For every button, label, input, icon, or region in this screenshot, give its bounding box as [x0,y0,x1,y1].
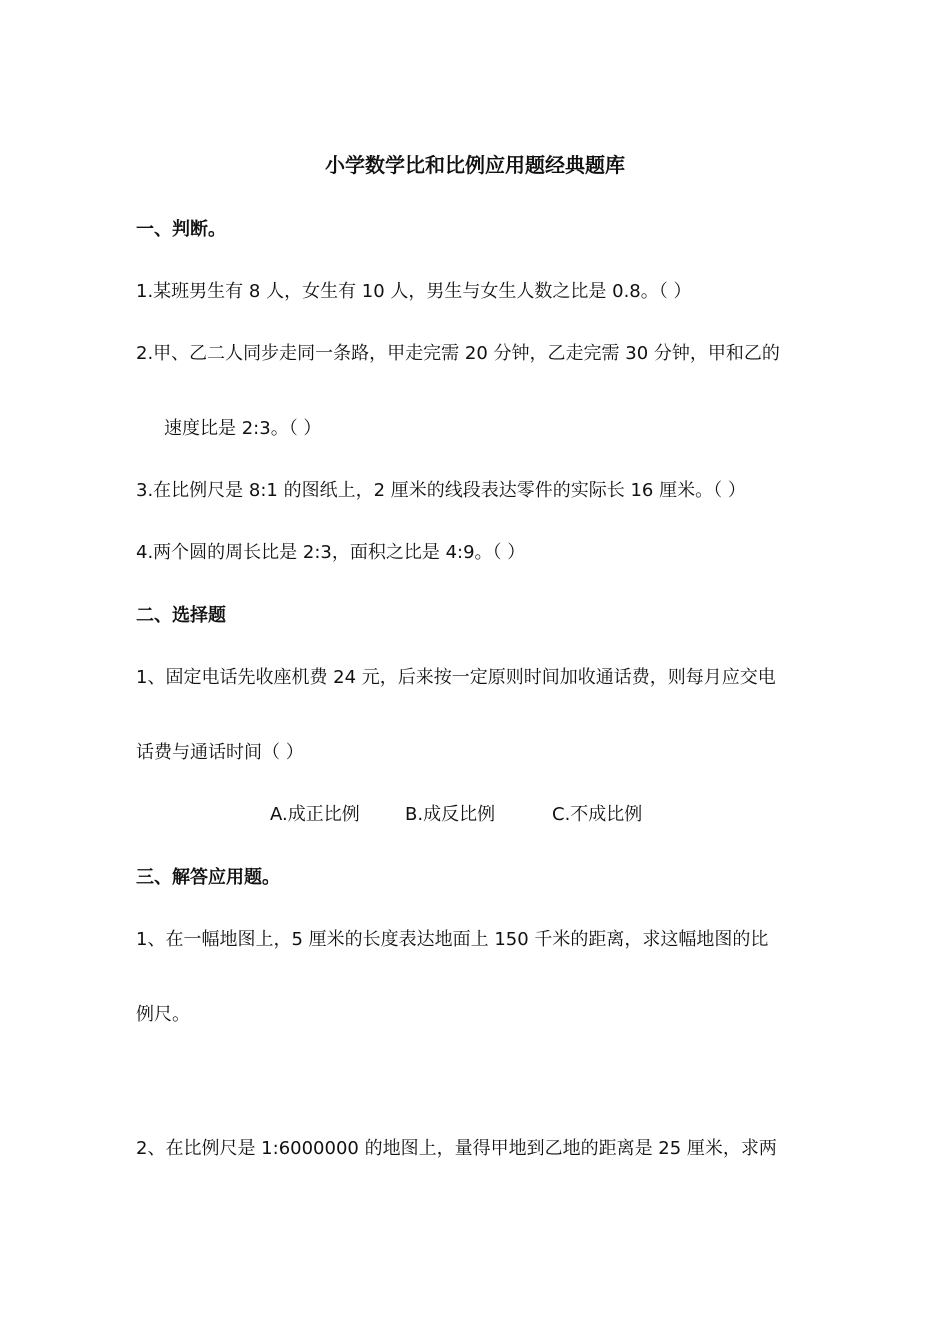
choice-option-c: C.不成比例 [552,804,643,825]
judgement-question-2-line-2: 速度比是 2:3。（ ） [164,418,322,439]
section-heading-choice: 二、选择题 [136,605,226,626]
choice-option-a: A.成正比例 [270,804,360,825]
document-title: 小学数学比和比例应用题经典题库 [325,153,625,177]
choice-option-b: B.成反比例 [405,804,496,825]
application-question-2-line-1: 2、在比例尺是 1:6000000 的地图上，量得甲地到乙地的距离是 25 厘米，求两 [136,1138,777,1159]
application-question-1-line-2: 例尺。 [136,1004,190,1025]
application-question-1-line-1: 1、在一幅地图上，5 厘米的长度表达地面上 150 千米的距离，求这幅地图的比 [136,929,769,950]
section-heading-application: 三、解答应用题。 [136,867,280,888]
judgement-question-1: 1.某班男生有 8 人，女生有 10 人，男生与女生人数之比是 0.8。（ ） [136,281,692,302]
judgement-question-2-line-1: 2.甲、乙二人同步走同一条路，甲走完需 20 分钟，乙走完需 30 分钟，甲和乙的 [136,343,780,364]
section-heading-judgement: 一、判断。 [136,219,226,240]
choice-question-1-line-2: 话费与通话时间（ ） [136,742,304,763]
judgement-question-4: 4.两个圆的周长比是 2:3，面积之比是 4:9。（ ） [136,542,526,563]
judgement-question-3: 3.在比例尺是 8:1 的图纸上，2 厘米的线段表达零件的实际长 16 厘米。（ ） [136,480,746,501]
choice-question-1-line-1: 1、固定电话先收座机费 24 元，后来按一定原则时间加收通话费，则每月应交电 [136,667,776,688]
